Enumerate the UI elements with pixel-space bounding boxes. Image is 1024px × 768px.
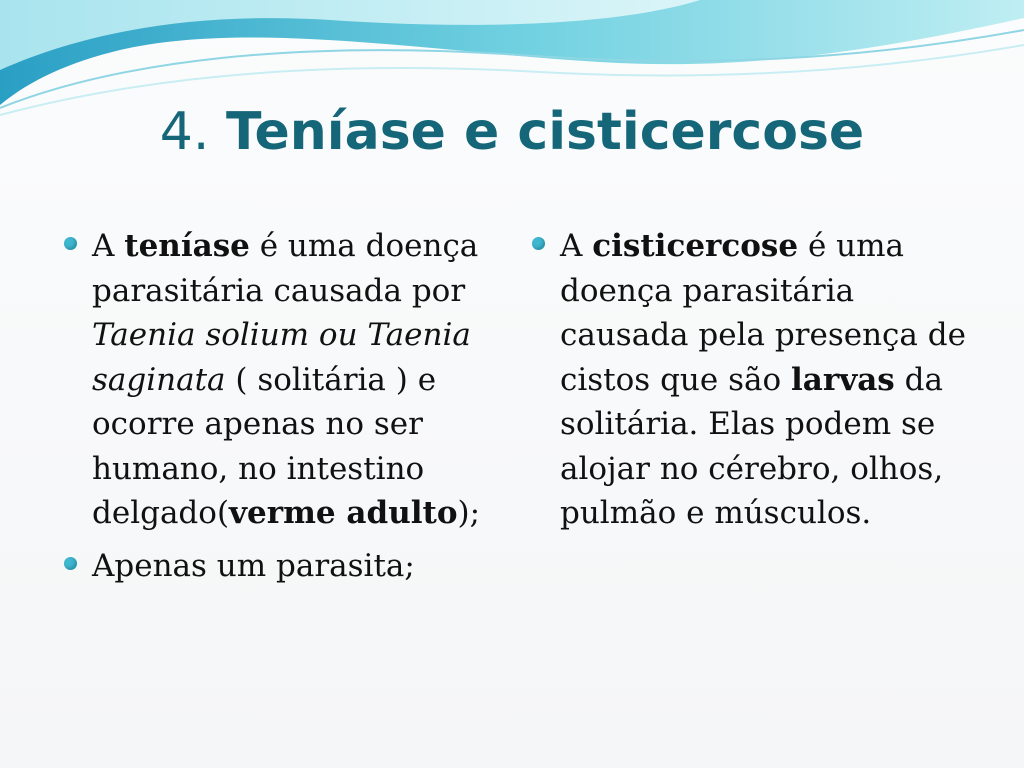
bullet-text-segment: teníase (124, 228, 250, 264)
bullet-text-segment: A (560, 228, 593, 264)
bullet-item (64, 544, 494, 589)
bullet-text-segment: ); (457, 495, 481, 531)
right-column (532, 224, 972, 544)
bullet-text-segment: da solitária. Elas podem se alojar no cérebro, olhos, pulmão e músculos. (560, 361, 944, 531)
bullet-text-segment: ( solitária ) e ocorre apenas no ser humano, no intestino delgado( (92, 361, 437, 531)
bullet-item (64, 224, 494, 536)
bullet-text-segment: é uma doença parasitária causada por (92, 228, 479, 309)
title-text: Teníase e cisticercose (225, 102, 865, 162)
bullet-text-segment: cisticercose (592, 228, 799, 264)
bullet-dot-icon (64, 557, 77, 570)
bullet-text-segment: Taenia solium ou Taenia saginata (92, 317, 471, 398)
bullet-dot-icon (532, 237, 545, 250)
bullet-text-segment: é uma doença parasitária causada pela presença de cistos que são (560, 228, 966, 398)
bullet-text-segment: larvas (791, 361, 895, 398)
left-column (64, 224, 494, 596)
bullet-item (532, 224, 972, 536)
bullet-dot-icon (64, 237, 77, 250)
bullet-text-segment: Apenas um parasita; (92, 547, 415, 584)
title-number: 4. (159, 102, 210, 162)
bullet-text-segment: verme adulto (229, 495, 458, 531)
bullet-text-segment: A (92, 228, 125, 264)
slide-title (0, 96, 1024, 168)
